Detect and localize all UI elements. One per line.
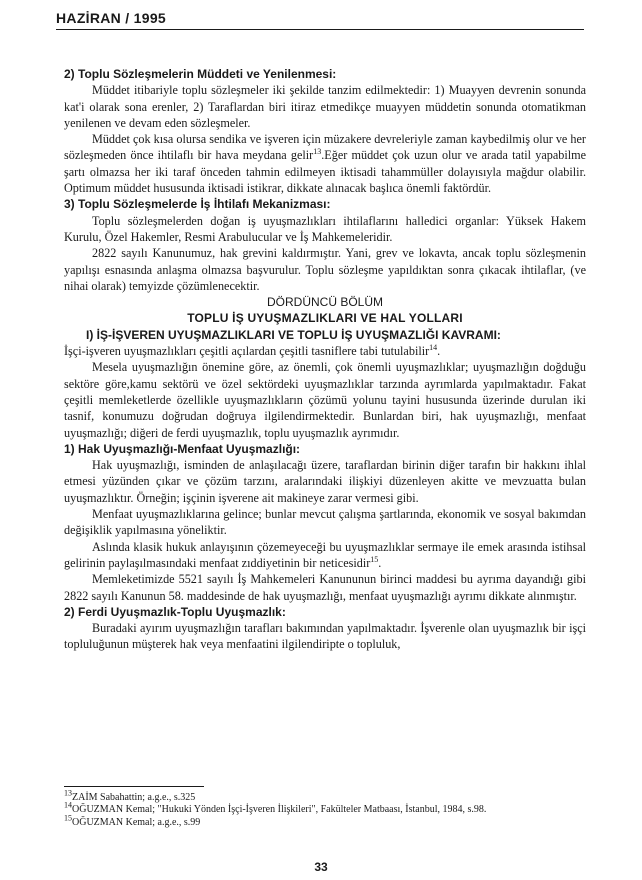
footnote-ref: 15 (370, 554, 379, 564)
paragraph-text: İşçi-işveren uyuşmazlıkları çeşitli açılardan çeşitli tasniflere tabi tutulabilir (64, 344, 430, 359)
footnote-ref: 13 (313, 147, 322, 157)
footnote-rule (64, 786, 204, 787)
chapter-label: DÖRDÜNCÜ BÖLÜM (266, 295, 383, 310)
paragraph-text: .Eğer müddet çok uzun olur ve arada tatil yapabilme şartı olmazsa her iki taraf önceden tahmin edilmeyen iktisadi tahammüller dolayısıyla mağdur olabilir. Optimum müddet hususunda iktisadi istikrar, dikkate alınacak başlıca önemli faktördür. (64, 148, 586, 196)
footnote-text: ZAİM Sabahattin; a.g.e., s.325 (72, 792, 196, 803)
paragraph-text: . (437, 344, 441, 359)
footnote-text: OĞUZMAN Kemal; "Hukuki Yönden İşçi-İşveren İlişkileri", Fakülteler Matbaası, İstanbul, 1984, s.98. (72, 804, 487, 816)
page-number: 33 (314, 860, 328, 874)
footnote (64, 788, 586, 804)
paragraph: Buradaki ayırım uyuşmazlığın tarafları bakımından yapılmaktadır. İşverenle olan uyuşmazlık bir işçi topluluğunun müşterek hak veya menfaatini ilgilendiripte o topluluk, (64, 621, 586, 652)
paragraph-text: Müddet çok kısa olursa sendika ve işveren için müzakere devreleriyle zaman kaybedilmiş olur ve her sözleşmeden önce ihtilaflı bir hava meydana gelir (64, 132, 586, 163)
paragraph: Menfaat uyuşmazlıklarına gelince; bunlar mevcut çalışma şartlarında, ekonomik ve sosyal bakımdan değişiklik yapılmasına yöneliktir. (64, 507, 586, 538)
footnote-ref: 14 (429, 342, 438, 352)
footnote (64, 801, 586, 816)
subsection-heading-1: 1) Hak Uyuşmazlığı-Menfaat Uyuşmazlığı: (64, 441, 301, 456)
paragraph (64, 539, 586, 572)
footnote-text: OĞUZMAN Kemal; a.g.e., s.99 (72, 816, 201, 828)
paragraph: Toplu sözleşmelerden doğan iş uyuşmazlıkları ihtilaflarını halledici organlar: Yüksek Hakem Kurulu, Özel Hakemler, Resmi Arabulucular ve İş Mahkemeleridir. (64, 213, 586, 244)
header-rule (56, 29, 584, 30)
section-heading-3: 3) Toplu Sözleşmelerde İş İhtilafı Mekanizması: (64, 197, 331, 212)
paragraph (64, 343, 586, 359)
subsection-heading-2: 2) Ferdi Uyuşmazlık-Toplu Uyuşmazlık: (64, 604, 286, 619)
footnote-number: 13 (64, 788, 72, 798)
footnote (64, 813, 586, 829)
paragraph (64, 131, 586, 196)
paragraph: Mesela uyuşmazlığın önemine göre, az önemli, çok önemli uyuşmazlıklar; uyuşmazlığın doğduğu sektöre göre,kamu sektörü ve özel sektördeki uyuşmazlıklar tarzında ayrımlarda yapılmaktadır. Fakat çeşitli memleketlerde özellikle uyuşmazlıkların çözümü yolunu tayini hususunda üzerinde durulan iki tasnif, konumuzu doğrudan doğruya ilgilendirmektedir. Bunlardan biri, hak uyuşmazlığı, menfaat uyuşmazlığı; diğeri de ferdi uyuşmazlık, toplu uyuşmazlık ayrımıdır. (64, 360, 586, 440)
footnotes (64, 788, 586, 829)
paragraph-text: . (378, 555, 382, 570)
chapter-title: TOPLU İŞ UYUŞMAZLIKLARI VE HAL YOLLARI (187, 311, 463, 326)
paragraph-text: Aslında klasik hukuk anlayışının çözemeyeceği bu uyuşmazlıklar sermaye ile emek arasında istihsal gelirinin paylaşılmasındaki menfaat zıddiyetinin bir neticesidir (64, 539, 586, 570)
body-text (64, 66, 586, 653)
running-head: HAZİRAN / 1995 (56, 10, 167, 26)
paragraph: Memleketimizde 5521 sayılı İş Mahkemeleri Kanununun birinci maddesi bu ayrıma dayandığı gibi 2822 sayılı Kanunun 58. maddesinde de hak uyuşmazlığı, menfaat uyuşmazlığı ayrımı dikkate alınmıştır. (64, 572, 586, 603)
paragraph: Müddet itibariyle toplu sözleşmeler iki şekilde tanzim edilmektedir: 1) Muayyen devrenin sonunda kat'i olarak sona erenler, 2) Taraflardan biri itiraz etmedikçe muayyen müddetin sonunda otomatikman yenilenen ve devam eden sözleşmeler. (64, 83, 586, 130)
paragraph: Hak uyuşmazlığı, isminden de anlaşılacağı üzere, taraflardan birinin diğer tarafın bir hakkını ihlal etmesi yüzünden çıkar ve çözüm tarzını, aralarındaki ilişkiyi düzenleyen akitte ve mevzuatta bulan uyuşmazlıktır. Örneğin; işçinin işverene ait makineye zarar vermesi gibi. (64, 458, 586, 505)
footnote-number: 15 (64, 813, 72, 823)
footnote-number: 14 (64, 801, 72, 811)
section-heading-2: 2) Toplu Sözleşmelerin Müddeti ve Yenilenmesi: (64, 67, 337, 81)
chapter-section-heading: I) İŞ-İŞVEREN UYUŞMAZLIKLARI VE TOPLU İŞ UYUŞMAZLIĞI KAVRAMI: (86, 327, 501, 342)
paragraph: 2822 sayılı Kanunumuz, hak grevini kaldırmıştır. Yani, grev ve lokavta, ancak toplu sözleşmenin yapılışı esnasında anlaşma olmazsa başvurulur. Toplu sözleşme yapıldıktan sonra çıkacak ihtilaflar, (ve nihai olarak) temyizde çözümlenecektir. (64, 246, 586, 293)
